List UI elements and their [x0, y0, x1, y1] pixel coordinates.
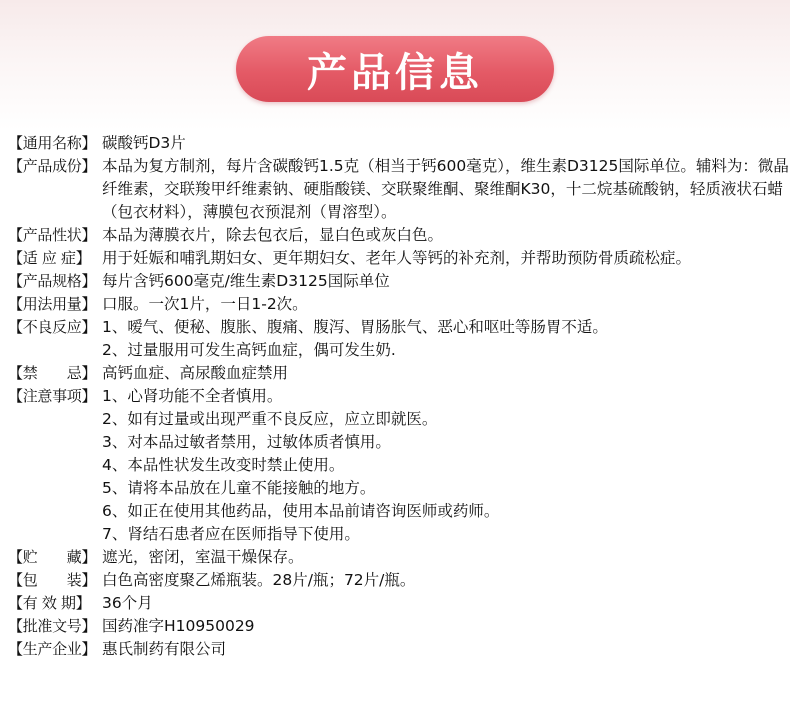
info-row-approval-number [8, 615, 790, 638]
row-value [102, 615, 790, 638]
row-line: 1、嗳气、便秘、腹胀、腹痛、腹泻、胃肠胀气、恶心和呕吐等肠胃不适。 [102, 318, 608, 336]
row-line: 5、请将本品放在儿童不能接触的地方。 [102, 479, 376, 497]
row-line: 用于妊娠和哺乳期妇女、更年期妇女、老年人等钙的补充剂，并帮助预防骨质疏松症。 [102, 249, 692, 267]
row-line: 高钙血症、高尿酸血症禁用 [102, 364, 289, 382]
row-value [102, 316, 790, 362]
row-label: 【适 应 症】 [8, 249, 91, 267]
row-value [102, 270, 790, 293]
row-line: 口服。一次1片，一日1-2次。 [102, 295, 308, 313]
row-line: 遮光，密闭，室温干燥保存。 [102, 548, 304, 566]
row-label: 【产品规格】 [8, 272, 97, 290]
page-title: 产品信息 [307, 49, 483, 96]
row-label: 【注意事项】 [8, 387, 97, 405]
row-line: 国药准字H10950029 [102, 617, 255, 635]
row-label: 【不良反应】 [8, 318, 97, 336]
info-row-storage [8, 546, 790, 569]
row-label: 【通用名称】 [8, 134, 97, 152]
title-banner [236, 36, 554, 102]
info-row-ingredients [8, 155, 790, 224]
row-line: 本品为复方制剂，每片含碳酸钙1.5克（相当于钙600毫克），维生素D3125国际单位。辅料为：微晶纤维素，交联羧甲纤维素钠、硬脂酸镁、交联聚维酮、聚维酮K30，十二烷基硫酸钠，轻质液状石蜡（包衣材料），薄膜包衣预混剂（胃溶型）。 [102, 157, 789, 221]
row-value [102, 638, 790, 661]
row-label: 【禁 忌】 [8, 364, 97, 382]
row-value [102, 132, 790, 155]
row-label: 【贮 藏】 [8, 548, 97, 566]
row-value [102, 385, 790, 546]
info-row-packaging [8, 569, 790, 592]
row-line: 本品为薄膜衣片，除去包衣后，显白色或灰白色。 [102, 226, 444, 244]
row-value [102, 592, 790, 615]
row-value [102, 247, 790, 270]
info-row-appearance [8, 224, 790, 247]
row-label: 【产品性状】 [8, 226, 97, 244]
info-row-indications [8, 247, 790, 270]
row-value [102, 155, 790, 224]
row-line: 4、本品性状发生改变时禁止使用。 [102, 456, 345, 474]
row-label: 【批准文号】 [8, 617, 97, 635]
row-value [102, 569, 790, 592]
info-row-manufacturer [8, 638, 790, 661]
product-info-list [8, 132, 790, 661]
row-value [102, 224, 790, 247]
row-line: 2、过量服用可发生高钙血症，偶可发生奶. [102, 341, 396, 359]
row-value [102, 546, 790, 569]
row-line: 白色高密度聚乙烯瓶装。28片/瓶；72片/瓶。 [102, 571, 416, 589]
info-row-generic-name [8, 132, 790, 155]
row-line: 每片含钙600毫克/维生素D3125国际单位 [102, 272, 390, 290]
row-label: 【产品成份】 [8, 157, 97, 175]
row-line: 36个月 [102, 594, 153, 612]
row-label: 【有 效 期】 [8, 594, 91, 612]
row-value [102, 362, 790, 385]
row-label: 【生产企业】 [8, 640, 97, 658]
row-line: 碳酸钙D3片 [102, 134, 186, 152]
row-line: 2、如有过量或出现严重不良反应，应立即就医。 [102, 410, 438, 428]
info-row-adverse-reactions [8, 316, 790, 362]
row-line: 6、如正在使用其他药品，使用本品前请咨询医师或药师。 [102, 502, 500, 520]
row-line: 3、对本品过敏者禁用，过敏体质者慎用。 [102, 433, 391, 451]
row-value [102, 293, 790, 316]
row-label: 【包 装】 [8, 571, 97, 589]
info-row-shelf-life [8, 592, 790, 615]
row-line: 7、肾结石患者应在医师指导下使用。 [102, 525, 360, 543]
row-line: 1、心肾功能不全者慎用。 [102, 387, 283, 405]
info-row-contraindications [8, 362, 790, 385]
row-label: 【用法用量】 [8, 295, 97, 313]
info-row-precautions [8, 385, 790, 546]
row-line: 惠氏制药有限公司 [102, 640, 227, 658]
info-row-specification [8, 270, 790, 293]
info-row-dosage [8, 293, 790, 316]
